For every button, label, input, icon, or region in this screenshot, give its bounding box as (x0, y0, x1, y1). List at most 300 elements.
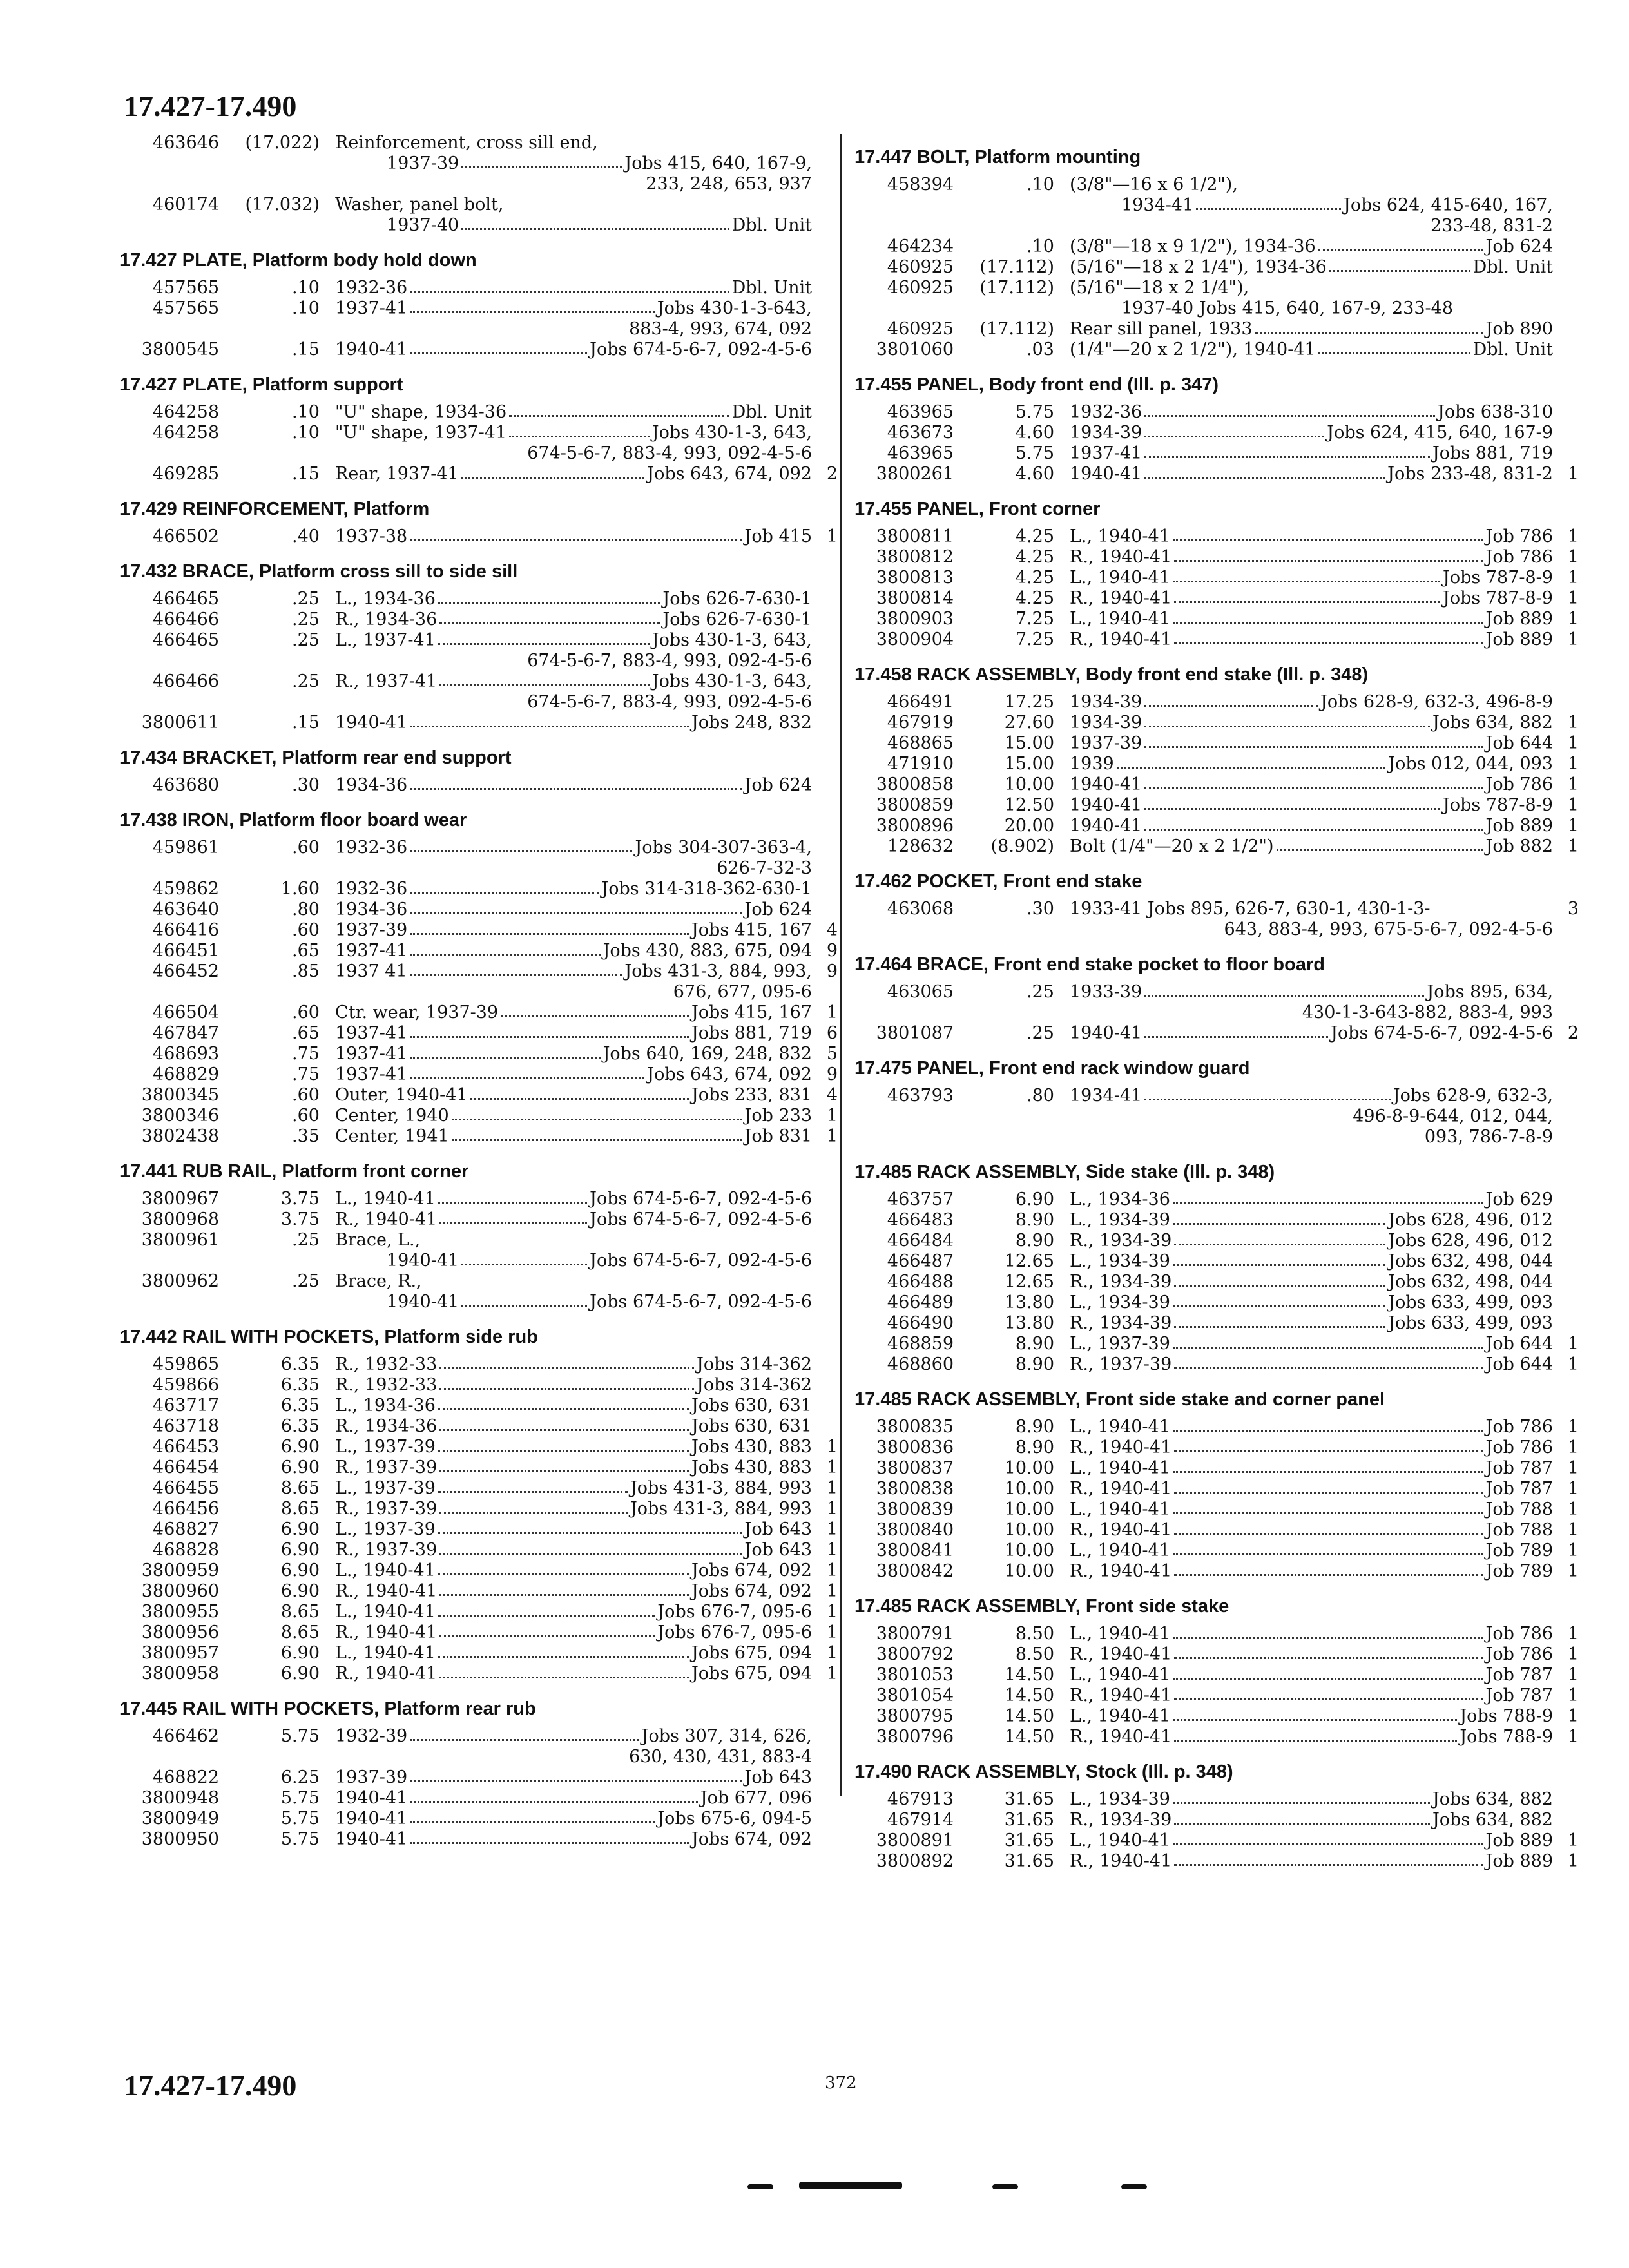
leader-dots (1173, 1789, 1430, 1804)
part-row (116, 1044, 838, 1064)
quantity (1553, 1810, 1579, 1831)
job-text: Job 889 (1485, 629, 1553, 649)
part-description (329, 589, 812, 610)
part-number: 466456 (152, 1499, 219, 1519)
leader-line (335, 1788, 812, 1809)
part-price: 10.00 (1004, 774, 1054, 794)
part-description (329, 195, 812, 236)
part-number: 3800904 (876, 629, 954, 649)
desc-text: R., 1940-41 (335, 1664, 438, 1684)
part-price: .25 (292, 589, 320, 609)
leader-dots (439, 1209, 587, 1224)
part-row (116, 1085, 838, 1106)
leader-dots (439, 671, 649, 686)
part-row (851, 1417, 1579, 1437)
scan-mark (747, 2184, 773, 2189)
leader-dots (501, 1003, 689, 1017)
part-description (329, 423, 812, 464)
part-price: 4.25 (1015, 568, 1054, 588)
desc-text: 1937-38 (335, 526, 408, 546)
part-price: 8.90 (1015, 1437, 1054, 1457)
leader-line (1070, 1251, 1553, 1272)
part-description (1063, 1789, 1553, 1810)
job-text: Job 789 (1485, 1541, 1553, 1561)
part-number: 466504 (152, 1003, 219, 1023)
part-row (116, 1375, 838, 1396)
quantity: 1 (826, 1499, 838, 1519)
part-number: 467914 (887, 1810, 954, 1830)
quantity (1553, 278, 1579, 319)
desc-line: 233, 248, 653, 937 (646, 174, 812, 194)
part-number: 457565 (152, 298, 219, 318)
leader-line (335, 1622, 812, 1643)
part-description (1063, 733, 1553, 754)
leader-line (1070, 1417, 1553, 1437)
part-number: 466489 (887, 1293, 954, 1312)
desc-text: 1932-36 (335, 278, 408, 298)
leader-dots (1173, 1665, 1483, 1680)
leader-line (335, 775, 812, 796)
job-text: Jobs 674-5-6-7, 092-4-5-6 (590, 1251, 812, 1271)
part-number: 466466 (152, 671, 219, 691)
leader-dots (1144, 443, 1430, 458)
section-title: 17.427 PLATE, Platform body hold down (120, 250, 477, 271)
leader-line (1070, 1313, 1553, 1334)
job-text: Job 831 (744, 1126, 812, 1146)
desc-text: 1934-36 (335, 775, 408, 795)
part-description (329, 879, 812, 899)
leader-line (335, 278, 812, 298)
quantity (1553, 1313, 1579, 1334)
job-text: Jobs 431-3, 884, 993 (630, 1499, 812, 1519)
part-description (329, 1664, 812, 1684)
quantity: 1 (826, 1519, 838, 1539)
part-price: 5.75 (1015, 402, 1054, 422)
leader-line (1070, 195, 1553, 216)
part-price: 14.50 (1004, 1706, 1054, 1726)
section (851, 1162, 1579, 1375)
part-row (851, 1231, 1579, 1251)
quantity: 1 (1567, 526, 1579, 546)
part-description (1063, 568, 1553, 588)
job-text: Jobs 248, 832 (691, 713, 812, 733)
desc-text: 1940-41 (1070, 816, 1142, 836)
desc-text: 1934-41 (1070, 1086, 1142, 1106)
leader-line (335, 1809, 812, 1829)
quantity: 1 (826, 1478, 838, 1498)
part-number: 460925 (887, 319, 954, 339)
quantity: 1 (826, 1437, 838, 1457)
leader-dots (410, 920, 689, 935)
leader-dots (461, 1251, 587, 1265)
desc-line: Washer, panel bolt, (335, 195, 504, 215)
quantity (1553, 257, 1579, 278)
part-description (329, 899, 812, 920)
quantity (812, 589, 838, 610)
part-row (851, 278, 1579, 319)
job-text: Job 787 (1485, 1686, 1553, 1706)
part-description (329, 1809, 812, 1829)
leader-dots (410, 1726, 639, 1741)
desc-line: 883-4, 993, 674, 092 (629, 319, 812, 339)
part-price: 8.90 (1015, 1231, 1054, 1251)
part-number: 3800346 (141, 1106, 219, 1126)
desc-text: R., 1940-41 (1070, 1561, 1172, 1581)
desc-text: 1939 (1070, 754, 1114, 774)
part-description (329, 1230, 812, 1271)
part-description (1063, 547, 1553, 568)
job-text: Jobs 675-6, 094-5 (657, 1809, 812, 1829)
part-number: 3800896 (876, 816, 954, 836)
quantity: 1 (1567, 1458, 1579, 1478)
quantity: 1 (1567, 1520, 1579, 1540)
part-price: 8.90 (1015, 1354, 1054, 1374)
leader-dots (1174, 1437, 1483, 1452)
desc-text: 1940-41 (1070, 1023, 1142, 1043)
job-text: Jobs 012, 044, 093 (1388, 754, 1553, 774)
part-description (1063, 175, 1553, 236)
part-number: 466487 (887, 1251, 954, 1271)
part-number: 463718 (152, 1416, 219, 1436)
part-description (329, 1416, 812, 1437)
part-price: 31.65 (1004, 1789, 1054, 1809)
quantity (812, 1271, 838, 1312)
job-text: Job 786 (1485, 1417, 1553, 1437)
leader-dots (438, 1478, 628, 1493)
leader-line (335, 1664, 812, 1684)
job-text: Jobs 626-7-630-1 (662, 589, 812, 609)
job-text: Dbl. Unit (1472, 257, 1553, 277)
job-text: Job 889 (1485, 1851, 1553, 1871)
leader-line (335, 298, 812, 319)
part-row (116, 1540, 838, 1561)
quantity (812, 1829, 838, 1850)
part-description (329, 941, 812, 961)
part-row (116, 1126, 838, 1147)
part-description (1063, 1023, 1553, 1044)
part-number: 464258 (152, 423, 219, 443)
quantity: 1 (1567, 1479, 1579, 1499)
part-price: .10 (1027, 175, 1054, 195)
part-number: 466453 (152, 1437, 219, 1457)
desc-text: R., 1940-41 (335, 1209, 438, 1229)
job-text: Job 786 (1485, 1644, 1553, 1664)
desc-text: R., 1934-36 (335, 610, 438, 629)
leader-dots (1144, 692, 1318, 707)
part-number: 3800812 (876, 547, 954, 567)
quantity: 1 (1567, 1686, 1579, 1706)
part-price: 6.90 (280, 1664, 320, 1684)
part-description (1063, 816, 1553, 836)
part-price: 12.50 (1004, 795, 1054, 815)
part-row (116, 1561, 838, 1581)
part-description (329, 1829, 812, 1850)
leader-dots (410, 1809, 655, 1823)
part-row (851, 1251, 1579, 1272)
part-description (1063, 754, 1553, 774)
part-price: .10 (1027, 236, 1054, 256)
desc-text: Outer, 1940-41 (335, 1085, 468, 1105)
part-number: 463646 (152, 133, 219, 153)
part-price: 3.75 (280, 1189, 320, 1209)
part-row (116, 941, 838, 961)
part-number: 3800841 (876, 1541, 954, 1561)
part-description (1063, 1334, 1553, 1354)
part-row (116, 1622, 838, 1643)
quantity: 1 (1567, 713, 1579, 733)
leader-line (1070, 795, 1553, 816)
part-row (116, 1064, 838, 1085)
job-text: Job 889 (1485, 816, 1553, 836)
part-description (329, 1767, 812, 1788)
job-text: Jobs 676-7, 095-6 (657, 1622, 812, 1642)
part-price: .25 (292, 610, 320, 629)
part-price: .25 (292, 671, 320, 691)
quantity (812, 1209, 838, 1230)
part-price: 6.35 (280, 1375, 320, 1395)
part-row (851, 1458, 1579, 1479)
part-number: 3800958 (141, 1664, 219, 1684)
leader-line (1070, 816, 1553, 836)
part-price: 6.90 (280, 1457, 320, 1477)
desc-text: R., 1940-41 (1070, 1644, 1172, 1664)
leader-dots (1173, 609, 1483, 624)
leader-dots (1173, 526, 1483, 541)
quantity (812, 278, 838, 298)
section-title: 17.458 RACK ASSEMBLY, Body front end stake (Ill. p. 348) (854, 664, 1369, 685)
quantity (812, 423, 838, 464)
leader-dots (410, 340, 587, 354)
part-row (851, 692, 1579, 713)
quantity (1553, 319, 1579, 340)
part-price: 8.50 (1015, 1644, 1054, 1664)
part-number: 3801054 (876, 1686, 954, 1706)
desc-text: 1937-41 (335, 1023, 408, 1043)
leader-dots (410, 1788, 698, 1803)
quantity: 1 (1567, 547, 1579, 567)
leader-dots (438, 589, 660, 604)
part-row (851, 816, 1579, 836)
leader-dots (439, 1581, 689, 1596)
job-text: Jobs 624, 415, 640, 167-9 (1327, 423, 1553, 443)
part-number: 468829 (152, 1064, 219, 1084)
part-row (851, 402, 1579, 423)
part-price: 7.25 (1015, 629, 1054, 649)
desc-text: 1937-39 (335, 1767, 408, 1787)
desc-text: L., 1937-39 (335, 1478, 436, 1498)
desc-text: L., 1937-41 (335, 630, 436, 650)
leader-line (335, 671, 812, 692)
leader-line (335, 1643, 812, 1664)
leader-dots (1174, 1520, 1483, 1535)
part-number: 3800840 (876, 1520, 954, 1540)
quantity: 1 (1567, 1499, 1579, 1519)
quantity (1553, 1086, 1579, 1148)
part-row (116, 630, 838, 671)
part-row (116, 278, 838, 298)
desc-text: R., 1940-41 (1070, 1520, 1172, 1540)
part-row (116, 1478, 838, 1499)
job-text: Jobs 307, 314, 626, (641, 1726, 812, 1746)
part-row (851, 1831, 1579, 1851)
section-title: 17.475 PANEL, Front end rack window guard (854, 1058, 1250, 1079)
part-row (116, 1809, 838, 1829)
part-description (329, 1540, 812, 1561)
part-number: 3800813 (876, 568, 954, 588)
part-price: .10 (292, 423, 320, 443)
part-row (116, 961, 838, 1003)
desc-text: L., 1934-36 (335, 589, 436, 609)
leader-dots (439, 1664, 689, 1678)
desc-text: 1940-41 (1070, 795, 1142, 815)
part-row (851, 1561, 1579, 1582)
section (116, 561, 838, 733)
part-price: 6.35 (280, 1354, 320, 1374)
desc-text: 1940-41 (335, 1829, 408, 1849)
part-description (1063, 423, 1553, 443)
part-price: (17.032) (245, 195, 320, 215)
quantity (1553, 402, 1579, 423)
part-price: 20.00 (1004, 816, 1054, 836)
leader-dots (1144, 1023, 1328, 1038)
leader-dots (439, 1416, 689, 1431)
part-description (329, 1085, 812, 1106)
part-description (329, 1622, 812, 1643)
part-price: .40 (292, 526, 320, 546)
desc-text: L., 1940-41 (1070, 1665, 1170, 1685)
section-title: 17.485 RACK ASSEMBLY, Side stake (Ill. p. 348) (854, 1162, 1275, 1182)
section (851, 871, 1579, 940)
part-description (1063, 1851, 1553, 1872)
leader-dots (1174, 588, 1440, 603)
section-title: 17.455 PANEL, Body front end (Ill. p. 347) (854, 374, 1219, 395)
part-number: 3800891 (876, 1831, 954, 1850)
desc-text: R., 1937-39 (335, 1457, 438, 1477)
quantity: 1 (826, 1622, 838, 1642)
section (116, 499, 838, 547)
quantity: 4 (826, 920, 838, 940)
part-row (116, 298, 838, 340)
part-price: 6.90 (280, 1540, 320, 1560)
part-number: 3800842 (876, 1561, 954, 1581)
part-number: 466491 (887, 692, 954, 712)
job-text: Jobs 787-8-9 (1443, 795, 1553, 815)
section-title: 17.429 REINFORCEMENT, Platform (120, 499, 430, 519)
quantity: 1 (826, 1581, 838, 1601)
quantity (812, 610, 838, 630)
leader-dots (1173, 1417, 1483, 1432)
part-row (851, 1293, 1579, 1313)
leader-line (335, 1437, 812, 1457)
part-number: 3800967 (141, 1189, 219, 1209)
part-description (1063, 1665, 1553, 1686)
part-price: (17.112) (979, 278, 1054, 298)
part-price: 6.90 (280, 1519, 320, 1539)
leader-line (335, 1106, 812, 1126)
part-description (329, 1602, 812, 1622)
part-number: 3800792 (876, 1644, 954, 1664)
part-price: 12.65 (1004, 1251, 1054, 1271)
job-text: Jobs 626-7-630-1 (662, 610, 812, 629)
part-price: 6.35 (280, 1396, 320, 1416)
leader-line (1070, 774, 1553, 795)
leader-dots (1174, 1561, 1483, 1576)
desc-text: Rear, 1937-41 (335, 464, 459, 484)
part-description (329, 298, 812, 340)
job-text: Job 786 (1485, 526, 1553, 546)
part-description (329, 1561, 812, 1581)
job-text: Jobs 314-362 (697, 1375, 812, 1395)
part-number: 471910 (887, 754, 954, 774)
quantity: 1 (1567, 568, 1579, 588)
section-title: 17.490 RACK ASSEMBLY, Stock (Ill. p. 348) (854, 1762, 1233, 1782)
desc-text: Rear sill panel, 1933 (1070, 319, 1253, 339)
part-number: 3800814 (876, 588, 954, 608)
leader-dots (1196, 195, 1341, 210)
job-text: Jobs 630, 631 (691, 1396, 812, 1416)
desc-line: 1937-40 Jobs 415, 640, 167-9, 233-48 (1121, 298, 1453, 318)
leader-line (335, 1767, 812, 1788)
part-description (1063, 692, 1553, 713)
quantity: 1 (826, 1664, 838, 1684)
section (851, 1762, 1579, 1872)
part-price: 14.50 (1004, 1686, 1054, 1706)
leader-dots (1329, 257, 1470, 272)
leader-dots (410, 1064, 644, 1079)
part-price: .80 (292, 899, 320, 919)
desc-text: 1940-41 (335, 713, 408, 733)
job-text: Dbl. Unit (731, 215, 812, 235)
section-title: 17.485 RACK ASSEMBLY, Front side stake and corner panel (854, 1389, 1385, 1410)
desc-line: (3/8"—16 x 6 1/2"), (1070, 175, 1238, 195)
part-row (851, 464, 1579, 485)
desc-text: R., 1940-41 (1070, 1437, 1172, 1457)
leader-line (335, 1085, 812, 1106)
part-description (1063, 464, 1553, 485)
job-text: Jobs 638-310 (1438, 402, 1553, 422)
part-row (851, 1189, 1579, 1210)
part-row (851, 629, 1579, 650)
part-row (851, 1727, 1579, 1747)
part-number: 466451 (152, 941, 219, 961)
job-text: Job 788 (1485, 1499, 1553, 1519)
quantity: 1 (1567, 1417, 1579, 1437)
leader-line (335, 1829, 812, 1850)
section (116, 1327, 838, 1684)
desc-line: (5/16"—18 x 2 1/4"), (1070, 278, 1249, 298)
leader-dots (410, 278, 729, 293)
leader-line (1070, 1086, 1553, 1106)
quantity (812, 298, 838, 340)
part-number: 3800962 (141, 1271, 219, 1291)
quantity: 1 (1567, 1706, 1579, 1726)
quantity (812, 1354, 838, 1375)
leader-line (1070, 257, 1553, 278)
part-number: 466416 (152, 920, 219, 940)
part-description (1063, 1354, 1553, 1375)
job-text: Job 786 (1485, 1624, 1553, 1644)
part-number: 3800837 (876, 1458, 954, 1478)
leader-line (1070, 982, 1553, 1003)
part-description (1063, 1086, 1553, 1148)
leader-dots (410, 961, 622, 976)
quantity (812, 195, 838, 236)
leader-line (335, 589, 812, 610)
part-description (1063, 1520, 1553, 1541)
section-title: 17.438 IRON, Platform floor board wear (120, 810, 467, 831)
leader-dots (1318, 340, 1470, 354)
quantity: 1 (1567, 754, 1579, 774)
